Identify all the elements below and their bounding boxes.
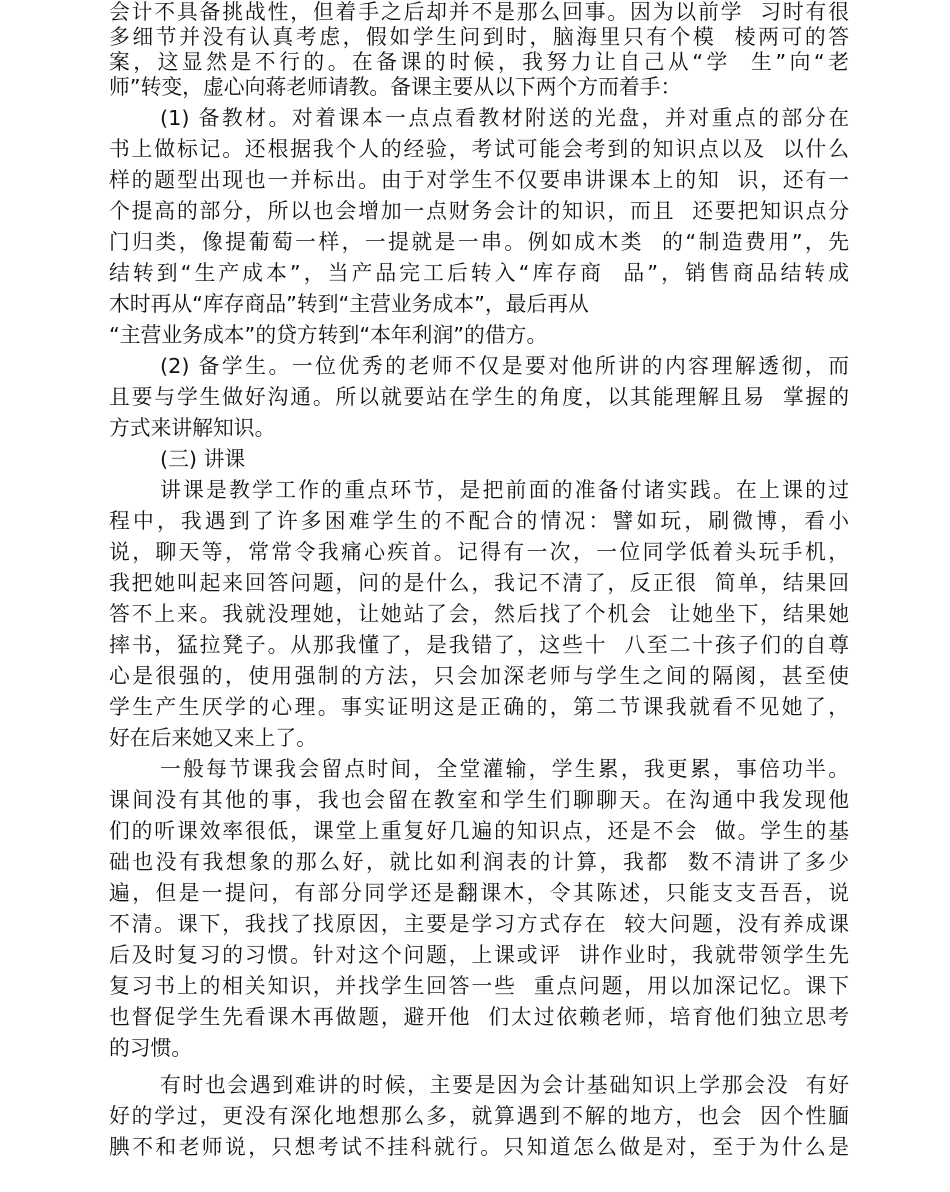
text-line: 有时也会遇到难讲的时候，主要是因为会计基础知识上学那会没 有好 (160, 1073, 849, 1097)
text-line: 学生产生厌学的心理。事实证明这是正确的，第二节课我就看不见她了， (109, 695, 849, 719)
paragraph-prepare-materials (109, 103, 849, 351)
text-line: 样的题型出现也一并标出。由于对学生不仅要串讲课本上的知 识，还有一 (109, 168, 849, 192)
text-line: 答不上来。我就没理她，让她站了会，然后找了个机会 让她坐下，结果她 (109, 602, 849, 626)
text-line: 复习书上的相关知识，并找学生回答一些 重点问题，用以加深记忆。课下 (109, 974, 849, 998)
text-line: 且要与学生做好沟通。所以就要站在学生的角度，以其能理解且易 掌握的 (109, 385, 849, 409)
text-line: 说，聊天等，常常令我痛心疾首。记得有一次，一位同学低着头玩手机， (109, 540, 849, 564)
text-line: 们的听课效率很低，课堂上重复好几遍的知识点，还是不会 做。学生的基 (109, 819, 849, 843)
text-line: 案，这显然是不行的。在备课的时候，我努力让自己从“学 生”向“老 (109, 50, 849, 74)
text-line: 一般每节课我会留点时间，全堂灌输，学生累，我更累，事倍功半。 (160, 757, 849, 781)
text-line: 好的学过，更没有深化地想那么多，就算遇到不解的地方，也会 因个性腼 (109, 1104, 849, 1128)
text-line: 好在后来她又来上了。 (109, 726, 317, 750)
text-line: 腆不和老师说，只想考试不挂科就行。只知道怎么做是对，至于为什么是 (109, 1135, 849, 1159)
text-line: 础也没有我想象的那么好，就比如利润表的计算，我都 数不清讲了多少 (109, 850, 849, 874)
text-line: 摔书，猛拉凳子。从那我懂了，是我错了，这些十 八至二十孩子们的自尊 (109, 633, 849, 657)
text-line: 遍，但是一提问，有部分同学还是翻课木，令其陈述，只能支支吾吾，说 (109, 881, 849, 905)
paragraph-difficult-topics (109, 1070, 849, 1163)
text-line: 个提高的部分，所以也会增加一点财务会计的知识，而且 还要把知识点分 (109, 199, 849, 223)
paragraph-intro-continued (109, 0, 849, 100)
paragraph-prepare-students (109, 351, 849, 444)
text-line: “主营业务成本”的贷方转到“本年利润”的借方。 (109, 323, 548, 347)
text-line: 方式来讲解知识。 (109, 416, 276, 440)
text-line: 程中，我遇到了许多困难学生的不配合的情况：譬如玩，刷微博，看小 (109, 509, 849, 533)
text-line: 也督促学生先看课木再做题，避开他 们太过依赖老师，培育他们独立思考 (109, 1005, 849, 1029)
text-line: 多细节并没有认真考虑，假如学生问到时，脑海里只有个模 棱两可的答 (109, 25, 849, 49)
text-line: (2) 备学生。一位优秀的老师不仅是要对他所讲的内容理解透彻，而 (160, 354, 849, 378)
text-line: 我把她叫起来回答问题，问的是什么，我记不清了，反正很 简单，结果回 (109, 571, 849, 595)
paragraph-class-time (109, 754, 849, 1064)
section-heading-lecturing (109, 444, 849, 475)
text-line: 书上做标记。还根据我个人的经验，考试可能会考到的知识点以及 以什么 (109, 137, 849, 161)
text-line: 木时再从“库存商品”转到“主营业务成本”，最后再从 (109, 292, 589, 316)
text-line: 不清。课下，我找了找原因，主要是学习方式存在 较大问题，没有养成课 (109, 912, 849, 936)
paragraph-lecturing (109, 475, 849, 754)
text-line: 结转到“生产成本”，当产品完工后转入“库存商 品”，销售商品结转成 (109, 261, 849, 285)
text-line: 的习惯。 (109, 1036, 193, 1060)
text-line: 师”转变，虚心向蒋老师请教。备课主要从以下两个方而着手： (109, 75, 682, 99)
text-line: 心是很强的，使用强制的方法，只会加深老师与学生之间的隔阂，甚至使 (109, 664, 849, 688)
section-heading: (三) 讲课 (160, 447, 246, 471)
text-line: (1) 备教材。对着课本一点点看教材附送的光盘，并对重点的部分在 (160, 106, 849, 130)
text-line: 门归类，像提葡萄一样，一提就是一串。例如成木类 的“制造费用”，先 (109, 230, 849, 254)
text-line: 课间没有其他的事，我也会留在教室和学生们聊聊天。在沟通中我发现他 (109, 788, 849, 812)
text-line: 后及时复习的习惯。针对这个问题，上课或评 讲作业时，我就带领学生先 (109, 943, 849, 967)
document-page (109, 0, 849, 1163)
text-line: 讲课是教学工作的重点环节，是把前面的准备付诸实践。在上课的过 (160, 478, 849, 502)
text-line: 会计不具备挑战性，但着手之后却并不是那么回事。因为以前学 习时有很 (109, 0, 849, 24)
